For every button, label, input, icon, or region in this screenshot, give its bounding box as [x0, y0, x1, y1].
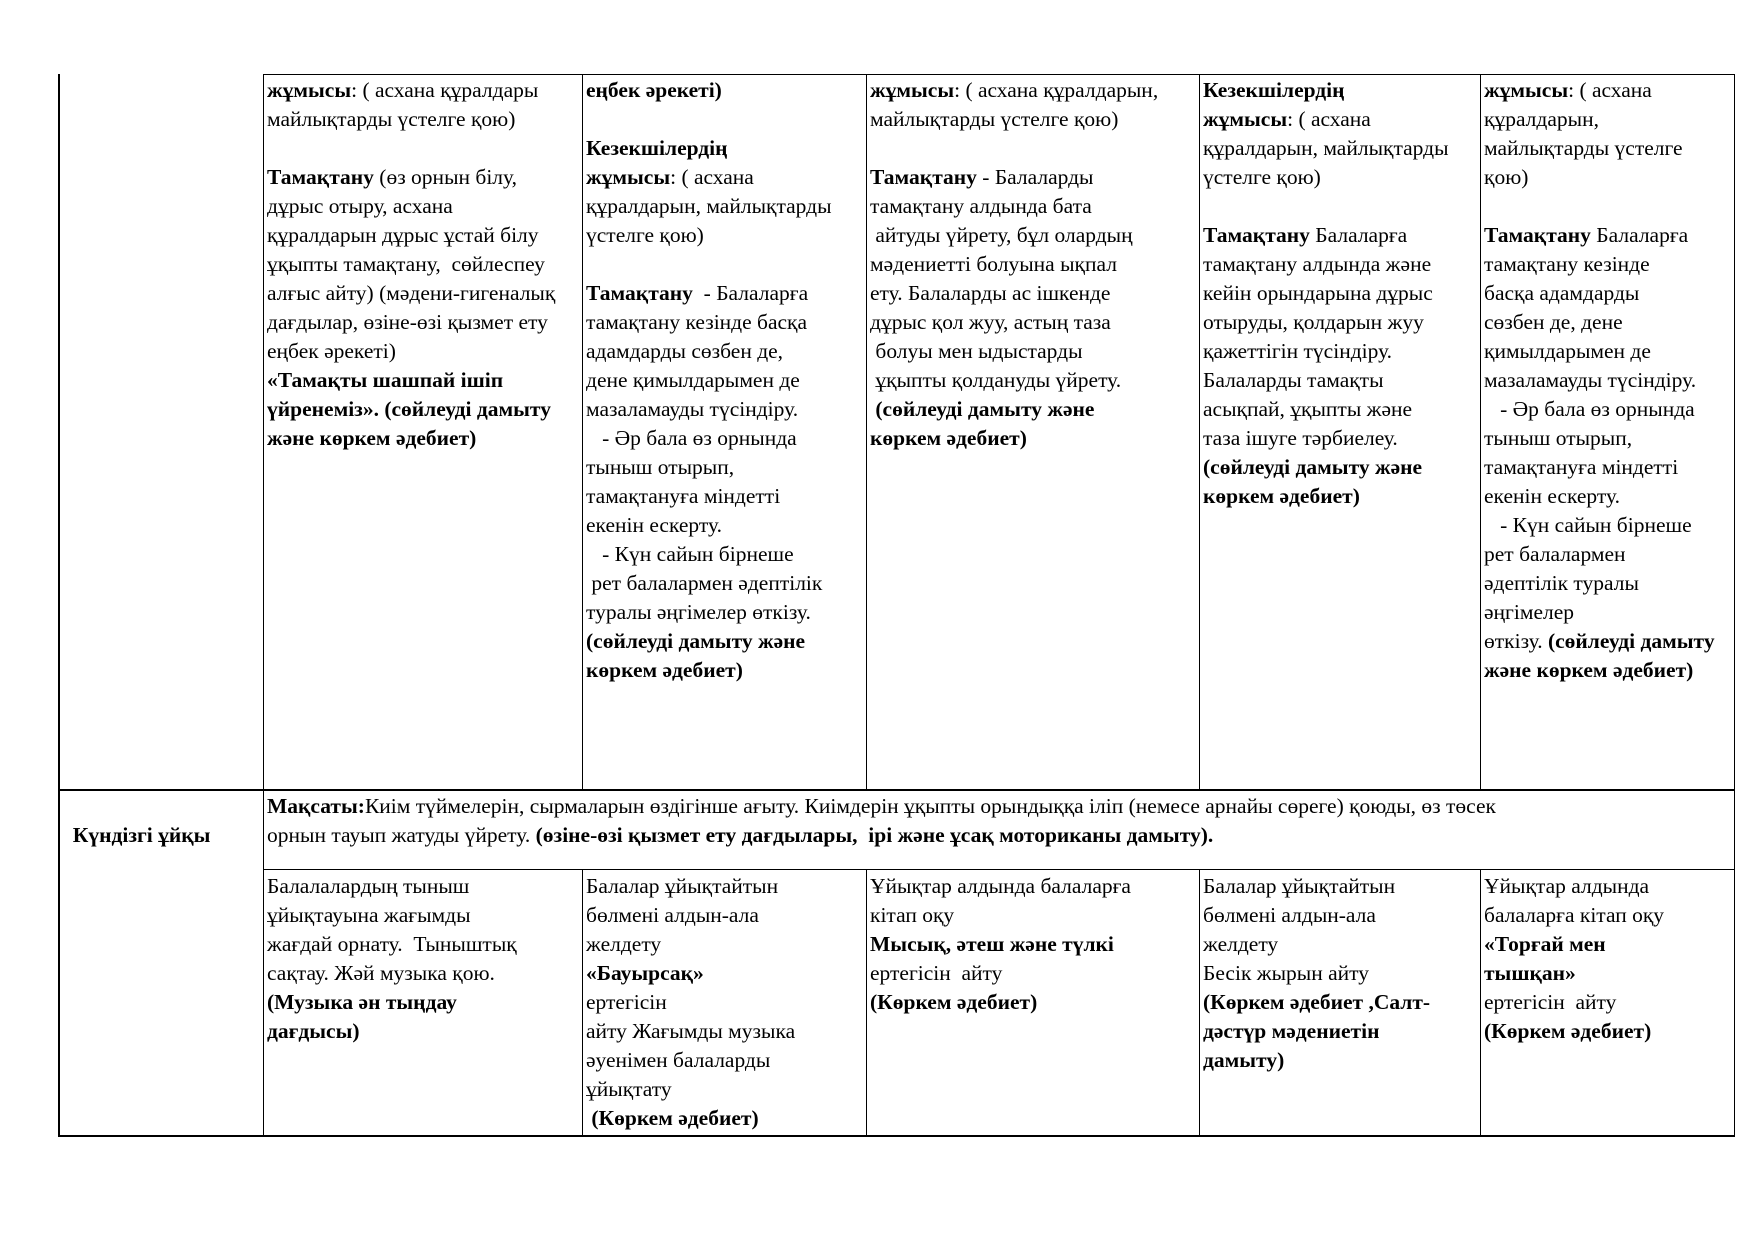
- text-segment: Ұйықтар алдында балаларға кітап оқу: [870, 874, 1131, 927]
- text-segment: Балалар ұйықтайтын бөлмені алдын-ала желдету Бесік жырын айту: [1203, 874, 1396, 985]
- bold-text-segment: жұмысы: [1484, 78, 1569, 102]
- text-segment: Киім түймелерін, сырмаларын өздігінше ағыту. Киімдерін ұқыпты орындыққа іліп (немесе арнайы сөреге) қоюды, өз төсек орнын тауып жатуды үйрету.: [267, 794, 1496, 847]
- grid-line: [866, 870, 867, 1137]
- bold-text-segment: «Тамақты шашпай ішіп үйренеміз». (сөйлеуді дамыту және көркем әдебиет): [267, 368, 551, 450]
- grid-line: [1199, 74, 1200, 790]
- bold-text-segment: (Көркем әдебиет ,Салт- дәстүр мәдениетін дамыту): [1203, 990, 1431, 1072]
- bold-text-segment: Тамақтану: [870, 165, 977, 189]
- row-label-daytime-sleep: [60, 792, 262, 852]
- meal-cell-wednesday: [868, 76, 1198, 788]
- bold-text-segment: (Көркем әдебиет): [591, 1106, 759, 1130]
- meal-cell-thursday: [1201, 76, 1479, 788]
- bold-text-segment: Кезекшілердің жұмысы: [1203, 78, 1345, 131]
- bold-text-segment: еңбек әрекеті) Кезекшілердің жұмысы: [586, 78, 728, 189]
- text-segment: ертегісін айту: [1484, 990, 1617, 1014]
- text-segment: : ( асхана құралдарын, майлықтарды үстелге қою): [586, 165, 832, 247]
- text-segment: ертегісін айту: [870, 961, 1003, 985]
- grid-line: [1480, 74, 1481, 790]
- grid-line: [1480, 870, 1481, 1137]
- bold-text-segment: (Музыка ән тыңдау дағдысы): [267, 990, 457, 1043]
- text-segment: Балаларға тамақтану алдында және кейін орындарына дұрыс отыруды, қолдарын жуу қажеттігін түсіндіру. Балаларды тамақты асықпай, ұқыпты және таза ішуге тәрбиелеу.: [1203, 223, 1433, 450]
- grid-line: [263, 74, 264, 1137]
- grid-line: [582, 74, 583, 790]
- bold-text-segment: Мысық, әтеш және түлкі: [870, 932, 1114, 956]
- text-segment: - Балаларды тамақтану алдында бата айтуды үйрету, бұл олардың мәдениетті болуына ықпал ету. Балаларды ас ішкенде дұрыс қол жуу, астың таза болуы мен ыдыстарды ұқыпты қолдануды үйрету.: [870, 165, 1133, 392]
- sleep-cell-thursday: [1201, 872, 1479, 1134]
- bold-text-segment: Тамақтану: [586, 281, 693, 305]
- sleep-cell-monday: [265, 872, 581, 1134]
- grid-line: [1734, 74, 1735, 1137]
- text-segment: : ( асхана құралдары майлықтарды үстелге қою): [267, 78, 539, 131]
- bold-text-segment: (сөйлеуді дамыту және көркем әдебиет): [1484, 629, 1715, 682]
- bold-text-segment: (Көркем әдебиет): [1484, 1019, 1652, 1043]
- meal-cell-friday: [1482, 76, 1734, 788]
- sleep-cell-friday: [1482, 872, 1734, 1134]
- text-segment: (өз орнын білу, дұрыс отыру, асхана құралдарын дұрыс ұстай білу ұқыпты тамақтану, сөйлеспеу алғыс айту) (мәдени-гигеналық дағдылар, өзіне-өзі қызмет ету еңбек әрекеті): [267, 165, 556, 363]
- text-segment: Балаларға тамақтану кезінде басқа адамдарды сөзбен де, дене қимылдарымен де мазаламауды түсіндіру. - Әр бала өз орнында тыныш отырып, тамақтануға міндетті екенін ескерту. - Күн сайын бірнеше рет балалармен әдептілік туралы әңгімелер өткізу.: [1484, 223, 1697, 653]
- grid-line: [866, 74, 867, 790]
- row-label-text: Күндізгі ұйқы: [72, 823, 211, 847]
- grid-line: [1199, 870, 1200, 1137]
- grid-line: [58, 1135, 1735, 1137]
- grid-line: [263, 869, 1735, 870]
- bold-text-segment: (Көркем әдебиет): [870, 990, 1038, 1014]
- meal-cell-monday: [265, 76, 581, 788]
- grid-line: [263, 74, 1735, 75]
- bold-text-segment: (өзіне-өзі қызмет ету дағдылары, ірі және ұсақ моториканы дамыту).: [535, 823, 1214, 847]
- sleep-cell-wednesday: [868, 872, 1198, 1134]
- text-segment: Балалар ұйықтайтын бөлмені алдын-ала желдету: [586, 874, 779, 956]
- text-segment: Ұйықтар алдында балаларға кітап оқу: [1484, 874, 1665, 927]
- bold-text-segment: Тамақтану: [1484, 223, 1591, 247]
- bold-text-segment: Тамақтану: [267, 165, 374, 189]
- bold-text-segment: (сөйлеуді дамыту және көркем әдебиет): [1203, 455, 1423, 508]
- text-segment: : ( асхана құралдарын, майлықтарды үстелге қою): [1203, 107, 1449, 189]
- sleep-goal-cell: [265, 792, 1734, 868]
- text-segment: Балалалардың тыныш ұйықтауына жағымды жағдай орнату. Тыныштық сақтау. Жәй музыка қою.: [267, 874, 517, 985]
- bold-text-segment: Мақсаты:: [267, 794, 365, 818]
- bold-text-segment: «Бауырсақ»: [586, 961, 704, 985]
- text-segment: : ( асхана құралдарын, майлықтарды үстелге қою): [870, 78, 1159, 131]
- grid-line: [58, 74, 60, 1137]
- meal-cell-tuesday: [584, 76, 865, 788]
- bold-text-segment: жұмысы: [267, 78, 352, 102]
- bold-text-segment: жұмысы: [870, 78, 955, 102]
- text-segment: - Балаларға тамақтану кезінде басқа адамдарды сөзбен де, дене қимылдарымен де мазаламауды түсіндіру. - Әр бала өз орнында тыныш отырып, тамақтануға міндетті екенін ескерту. - Күн сайын бірнеше рет балалармен әдептілік туралы әңгімелер өткізу.: [586, 281, 823, 624]
- sleep-cell-tuesday: [584, 872, 865, 1134]
- grid-line: [58, 789, 1735, 791]
- bold-text-segment: «Торғай мен тышқан»: [1484, 932, 1606, 985]
- text-segment: ертегісін айту Жағымды музыка әуенімен балаларды ұйықтату: [586, 990, 796, 1101]
- bold-text-segment: (сөйлеуді дамыту және көркем әдебиет): [586, 629, 806, 682]
- bold-text-segment: Тамақтану: [1203, 223, 1310, 247]
- bold-text-segment: (сөйлеуді дамыту және көркем әдебиет): [870, 397, 1095, 450]
- grid-line: [582, 870, 583, 1137]
- text-segment: : ( асхана құралдарын, майлықтарды үстелге қою): [1484, 78, 1683, 189]
